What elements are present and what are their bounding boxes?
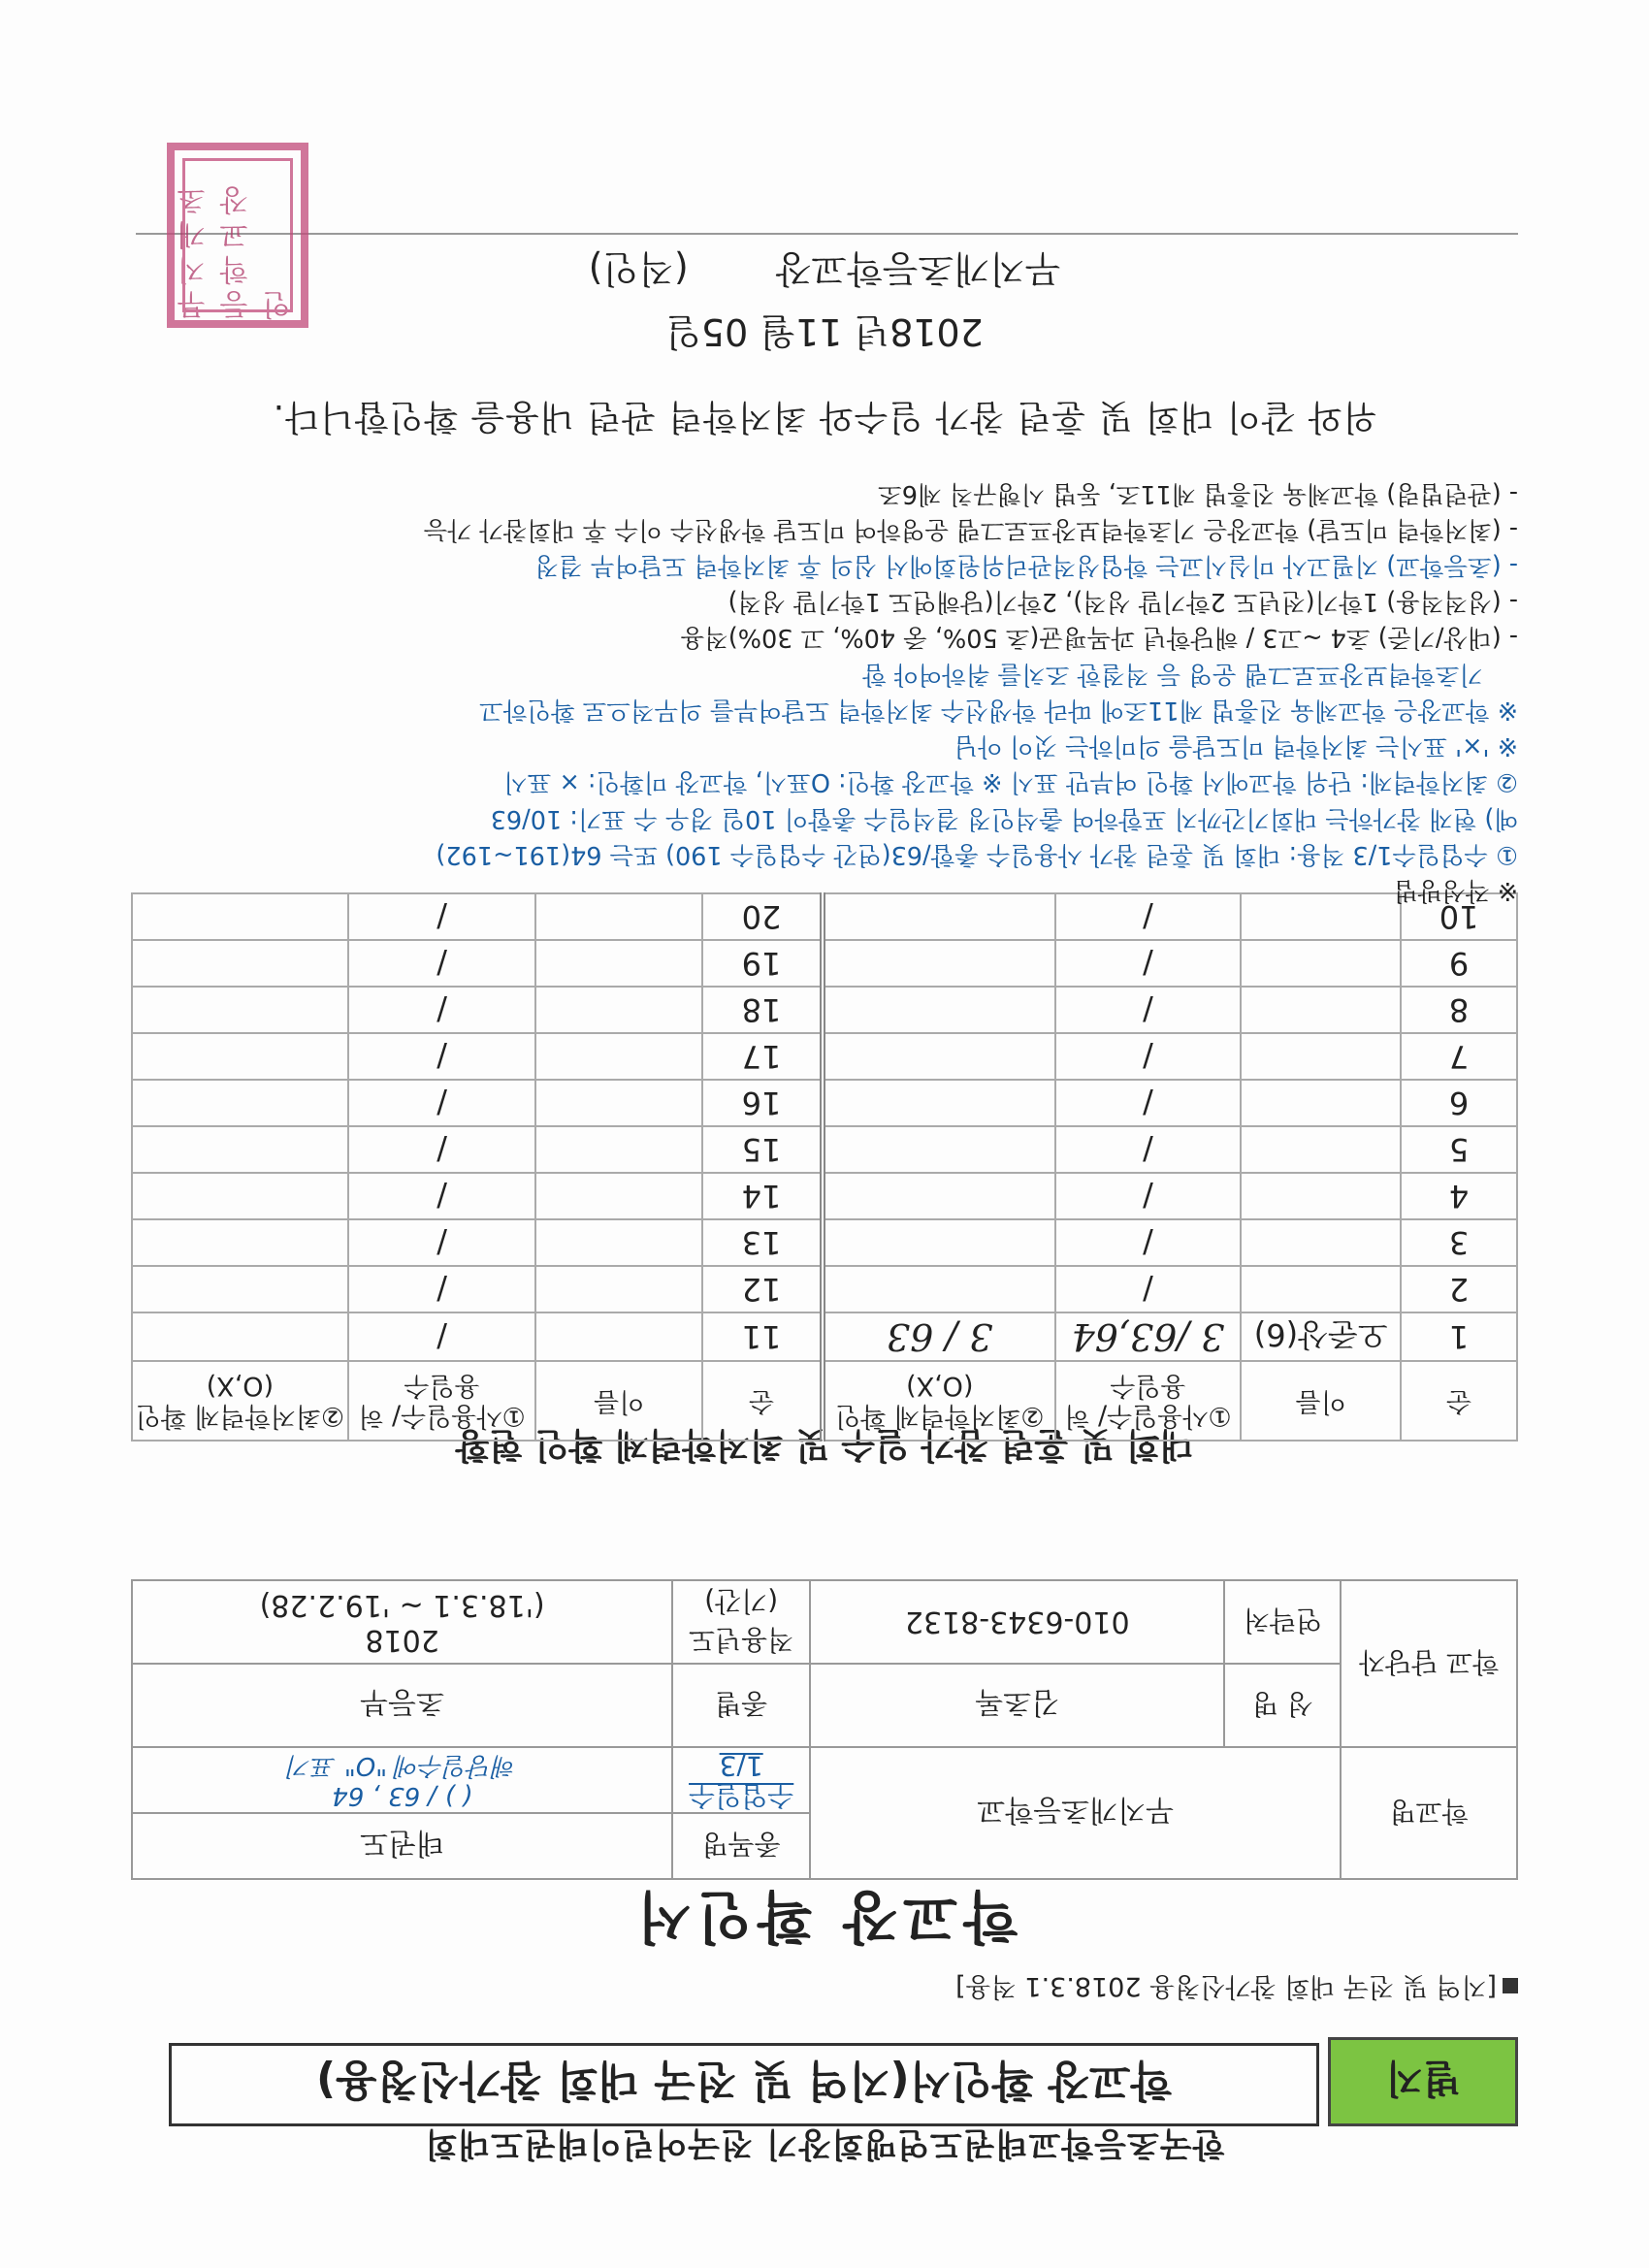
row-number: 5 (1401, 1126, 1517, 1173)
applies-note-text: [지역 및 전국 대회 참가신청용 2018.3.1 적용] (955, 1971, 1497, 2001)
row-number: 19 (702, 940, 823, 987)
page-title: 학교장 확인서 (630, 1884, 1018, 1950)
days-used: / (1055, 1266, 1242, 1312)
row-number: 14 (702, 1173, 823, 1219)
academic-check (132, 1033, 348, 1080)
days-used: / (348, 1080, 536, 1126)
days-label-cell (673, 1748, 809, 1812)
academic-check (132, 1219, 348, 1266)
table-row (132, 1266, 1517, 1312)
academic-check (823, 940, 1055, 987)
academic-check (132, 1126, 348, 1173)
days-used: / (1055, 893, 1242, 940)
academic-check (132, 1312, 348, 1361)
form-title: 학교장 확인서(지역 및 전국 대회 참가신청용) (169, 2043, 1319, 2126)
table-row (132, 940, 1517, 987)
days-used: / (1055, 1126, 1242, 1173)
notes-heading: ※ 작성방법 (1393, 876, 1518, 905)
academic-check (823, 1266, 1055, 1312)
days-used: / (1055, 1173, 1242, 1219)
header-check: ②최저학력제 확인(O,X) (823, 1361, 1055, 1441)
signer-name: 무지개초등학교장 (775, 247, 1061, 290)
detail-3: - (초등학교) 지필고사 미실시교는 학업성적관리위원회에서 심의 후 최저학력 도달여부 결정 (534, 551, 1518, 581)
days-used: / (1055, 1219, 1242, 1266)
row-number: 18 (702, 987, 823, 1033)
table-row (132, 1033, 1517, 1080)
note-2: ② 최저학력제: 단위 학교에서 확인 여부만 표시 ※ 학교장 확인: O표시, 학교장 미확인: × 표시 (503, 767, 1518, 797)
note-3: ※ '×' 표시는 최저학력 미도달을 의미하는 것이 아님 (954, 731, 1518, 761)
seal-label: (직인) (588, 247, 689, 290)
days-used: / (348, 1219, 536, 1266)
phone-value: 010-6343-8132 (810, 1580, 1224, 1664)
academic-check (823, 1126, 1055, 1173)
student-name (1241, 1173, 1401, 1219)
table-row (132, 1312, 1517, 1361)
note-1a: ① 수업일수1/3 적용: 대회 및 훈련 참가 사용일수 총합/63(연간 수업일수 190) 또는 64(191~192) (436, 839, 1518, 869)
academic-check (823, 1173, 1055, 1219)
days-used: / (348, 893, 536, 940)
type-label: 종별 (672, 1664, 810, 1747)
student-name (535, 1219, 702, 1266)
row-number: 20 (702, 893, 823, 940)
days-label: 수업일수 1/3 (689, 1750, 794, 1812)
student-name (1241, 1080, 1401, 1126)
days-used: / (348, 1312, 536, 1361)
teacher-label: 학교 담당자 (1341, 1580, 1517, 1747)
days-used: / (348, 1126, 536, 1173)
table-row (132, 1173, 1517, 1219)
days-value: ( ) / 63 , 64 (332, 1781, 473, 1811)
student-name: 오준상(6) (1241, 1312, 1401, 1361)
row-number: 17 (702, 1033, 823, 1080)
days-used: / (1055, 1033, 1242, 1080)
days-used: / (1055, 940, 1242, 987)
academic-check (132, 1080, 348, 1126)
days-used: 3 /63,64 (1055, 1312, 1242, 1361)
academic-check (823, 987, 1055, 1033)
row-number: 8 (1401, 987, 1517, 1033)
form-tag: 별지 (1328, 2037, 1518, 2126)
student-name (1241, 1266, 1401, 1312)
days-used: / (1055, 987, 1242, 1033)
header-name: 이름 (535, 1361, 702, 1441)
student-name (535, 1266, 702, 1312)
event-value: 태권도 (133, 1812, 671, 1878)
top-divider-line (136, 233, 1518, 235)
school-value: 무지개초등학교 (810, 1747, 1341, 1879)
row-number: 15 (702, 1126, 823, 1173)
student-name (1241, 940, 1401, 987)
row-number: 1 (1401, 1312, 1517, 1361)
table-row (132, 1219, 1517, 1266)
official-seal-stamp (167, 143, 308, 328)
detail-5: - (관련법령) 학교체육 진흥법 제11조, 동법 시행규칙 제6조 (878, 478, 1518, 508)
confirmation-statement: 위와 같이 대회 및 훈련 참가 일수와 최저학력 관련 내용을 확인합니다. (272, 397, 1377, 437)
period-label: 적용년도 (기간) (672, 1580, 810, 1664)
bullet-square-icon (1503, 1978, 1518, 1993)
roster-title: 대회 및 훈련 참가 일수 및 최저학력제 확인 현황 (455, 1425, 1194, 1465)
name-value: 김초록 (810, 1664, 1224, 1747)
stamp-text: 무지개초등학교장인 (178, 180, 297, 320)
table-row (132, 1126, 1517, 1173)
student-name (535, 1312, 702, 1361)
student-name (1241, 1033, 1401, 1080)
event-label: 종목명 (673, 1812, 809, 1878)
school-label: 학교명 (1341, 1747, 1517, 1879)
detail-2: - (성적적용) 1학기(전년도 2학기말 성적), 2학기(당해연도 1학기말 성적) (728, 587, 1518, 617)
row-number: 3 (1401, 1219, 1517, 1266)
row-number: 10 (1401, 893, 1517, 940)
academic-check (132, 1266, 348, 1312)
row-number: 4 (1401, 1173, 1517, 1219)
note-4b: 기초학력보장프로그램 운영 등 적절한 조치를 취하여야 함 (862, 659, 1483, 689)
header-no: 순 (702, 1361, 823, 1441)
header-days: ①사용일수/ 허용일수 (348, 1361, 536, 1441)
row-number: 11 (702, 1312, 823, 1361)
organization-name: 한국초등학교태권도연맹회장기 전국어린이태권도대회 (424, 2124, 1225, 2163)
header-check: ②최저학력제 확인(O,X) (132, 1361, 348, 1441)
days-used: / (1055, 1080, 1242, 1126)
period-year: 2018 (365, 1623, 439, 1657)
detail-1: - (대상/기준) 초4 ~고3 / 해당학년 과목평균(초 50%, 중 40%, 고 30%)적용 (680, 623, 1518, 653)
student-name (535, 1126, 702, 1173)
academic-check (132, 987, 348, 1033)
table-row (132, 1080, 1517, 1126)
roster-table (131, 892, 1518, 1442)
row-number: 13 (702, 1219, 823, 1266)
row-number: 6 (1401, 1080, 1517, 1126)
student-name (535, 987, 702, 1033)
note-1b: 예) 현재 참가하는 대회기간까지 포함하여 출석인정 결석일수 총합이 10일 경우 수 표기: 10/63 (490, 803, 1518, 833)
academic-check (132, 940, 348, 987)
phone-label: 연락처 (1224, 1580, 1341, 1664)
header-no: 순 (1401, 1361, 1517, 1441)
name-label: 성 명 (1224, 1664, 1341, 1747)
student-name (1241, 1126, 1401, 1173)
school-info-table (131, 1579, 1518, 1880)
period-range: ('18.3.1 ~ '19.2.28) (259, 1588, 545, 1622)
academic-check: 3 / 63 (823, 1312, 1055, 1361)
header-days: ①사용일수/ 허용일수 (1055, 1361, 1242, 1441)
row-number: 16 (702, 1080, 823, 1126)
note-4a: ※ 학교장은 학교체육 진흥법 제11조에 따라 학생선수 최저학력 도달여부를 의무적으로 확인하고 (479, 695, 1518, 725)
row-number: 7 (1401, 1033, 1517, 1080)
academic-check (132, 1173, 348, 1219)
days-hint: 해당일수에 "O" 표기 (287, 1751, 517, 1780)
student-name (535, 1080, 702, 1126)
row-number: 12 (702, 1266, 823, 1312)
row-number: 2 (1401, 1266, 1517, 1312)
applies-note (955, 1970, 1518, 2008)
student-name (535, 1173, 702, 1219)
academic-check (823, 1080, 1055, 1126)
days-used: / (348, 940, 536, 987)
type-value: 초등부 (132, 1664, 672, 1747)
academic-check (823, 1219, 1055, 1266)
student-name (535, 940, 702, 987)
student-name (535, 1033, 702, 1080)
days-used: / (348, 987, 536, 1033)
academic-check (823, 1033, 1055, 1080)
student-name (1241, 987, 1401, 1033)
header-name: 이름 (1241, 1361, 1401, 1441)
days-used: / (348, 1266, 536, 1312)
days-used: / (348, 1033, 536, 1080)
days-used: / (348, 1173, 536, 1219)
detail-4: - (최저학력 미도달) 학교장은 기초학력보장프로그램 운영하여 미도달 학생선수 이수 후 대회참가 가능 (423, 514, 1518, 544)
issue-date: 2018년 11월 05일 (665, 310, 984, 353)
student-name (1241, 1219, 1401, 1266)
table-row (132, 987, 1517, 1033)
instructions (121, 474, 1518, 908)
row-number: 9 (1401, 940, 1517, 987)
